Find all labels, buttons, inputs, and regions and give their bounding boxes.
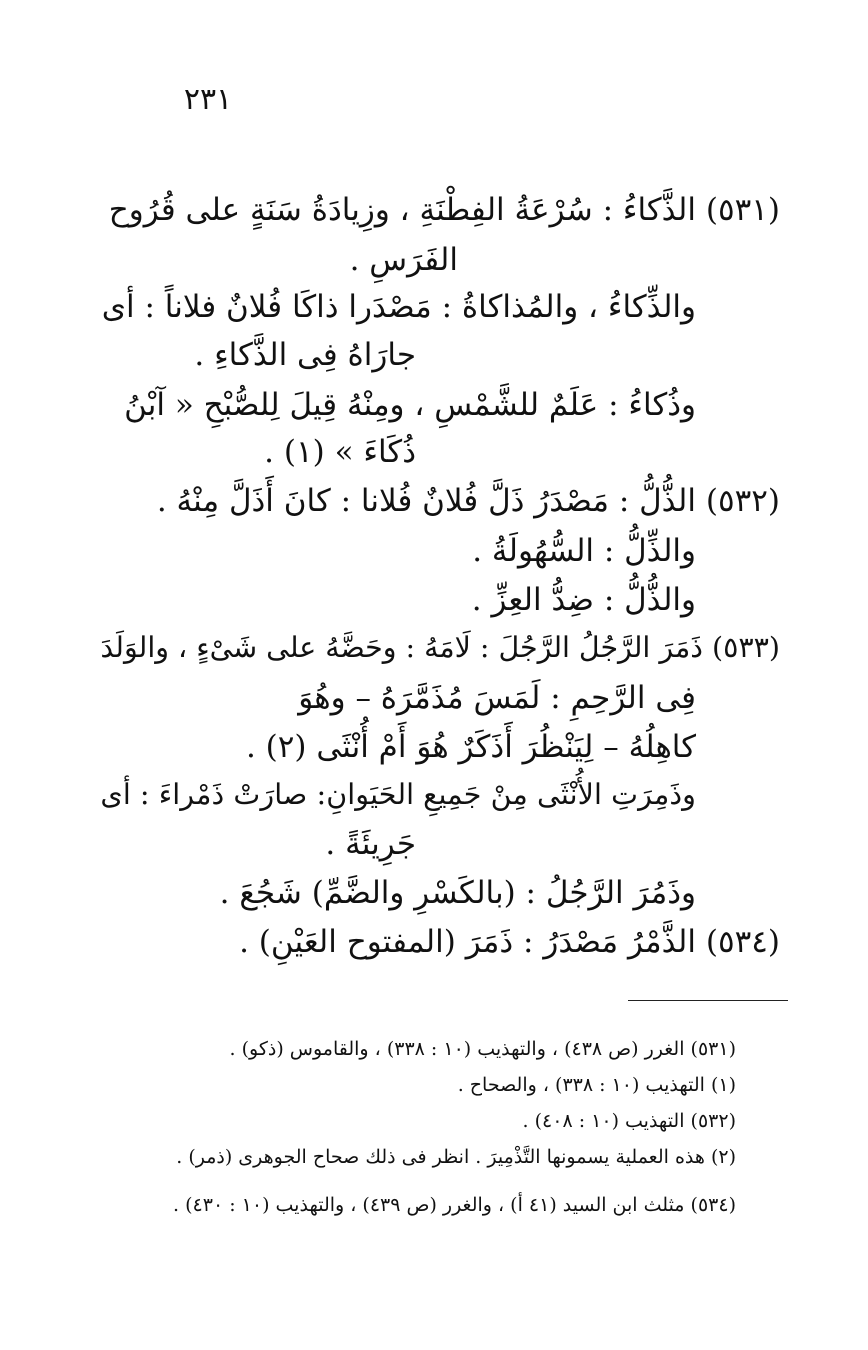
- footnote-532: (٥٣٢) التهذيب (١٠ : ٤٠٨) .: [522, 1110, 736, 1132]
- entry-line-dhull: والذُّلُّ : ضِدُّ العِزِّ .: [471, 582, 696, 618]
- footnote-separator: [628, 1000, 788, 1001]
- entry-line-531: (٥٣١) الذَّكاءُ : سُرْعَةُ الفِطْنَةِ ، وزِيادَةُ سَنَةٍ على قُرُوح: [108, 192, 780, 228]
- footnote-531: (٥٣١) الغرر (ص ٤٣٨) ، والتهذيب (١٠ : ٣٣٨) ، والقاموس (ذكو) .: [229, 1038, 736, 1060]
- footnote-2: (٢) هذه العملية يسمونها التَّذْمِيرَ . انظر فى ذلك صحاح الجوهرى (ذمر) .: [176, 1146, 736, 1168]
- entry-line-dhamirat-cont: جَرِيئَةً .: [325, 826, 416, 862]
- entry-line-534: (٥٣٤) الذَّمْرُ مَصْدَرُ : ذَمَرَ (المفتوح العَيْنِ) .: [239, 924, 780, 960]
- entry-line-dhamirat: وذَمِرَتِ الأُنْثَى مِنْ جَمِيعِ الحَيَوانِ: صارَتْ ذَمْراءَ : أى: [100, 777, 696, 811]
- entry-line-dhikaa: والذِّكاءُ ، والمُذاكاةُ : مَصْدَرا ذاكَا فُلانٌ فلاناً : أى: [101, 289, 696, 325]
- entry-line-531-cont: الفَرَسِ .: [349, 242, 458, 278]
- entry-line-dhikaa-cont: جارَاهُ فِى الذَّكاءِ .: [194, 337, 416, 373]
- entry-line-533-cont1: فِى الرَّحِمِ : لَمَسَ مُذَمَّرَهُ – وهُوَ: [298, 680, 696, 716]
- entry-line-dhamura: وذَمُرَ الرَّجُلُ : (بالكَسْرِ والضَّمِّ) شَجُعَ .: [219, 875, 696, 911]
- entry-line-532: (٥٣٢) الذُّلُّ : مَصْدَرُ ذَلَّ فُلانٌ فُلانا : كانَ أَذَلَّ مِنْهُ .: [156, 483, 780, 519]
- page-number: ٢٣١: [183, 82, 233, 117]
- entry-line-dhill: والذِّلُّ : السُّهُولَةُ .: [472, 533, 696, 569]
- entry-line-dhukaa: وذُكاءُ : عَلَمٌ للشَّمْسِ ، ومِنْهُ قِيلَ لِلصُّبْحِ « آبْنُ: [124, 387, 696, 423]
- entry-line-533-cont2: كاهِلُهُ – لِيَنْظُرَ أَذَكَرٌ هُوَ أَمْ أُنْثَى (٢) .: [245, 729, 696, 765]
- footnote-534: (٥٣٤) مثلث ابن السيد (٤١ أ) ، والغرر (ص ٤٣٩) ، والتهذيب (١٠ : ٤٣٠) .: [173, 1194, 736, 1216]
- footnote-1: (١) التهذيب (١٠ : ٣٣٨) ، والصحاح .: [457, 1074, 736, 1096]
- entry-line-533: (٥٣٣) ذَمَرَ الرَّجُلُ الرَّجُلَ : لَامَهُ : وحَضَّهُ على شَىْءٍ ، والوَلَدَ: [100, 631, 780, 664]
- entry-line-dhukaa-cont: ذُكَاءَ » (١) .: [264, 434, 416, 470]
